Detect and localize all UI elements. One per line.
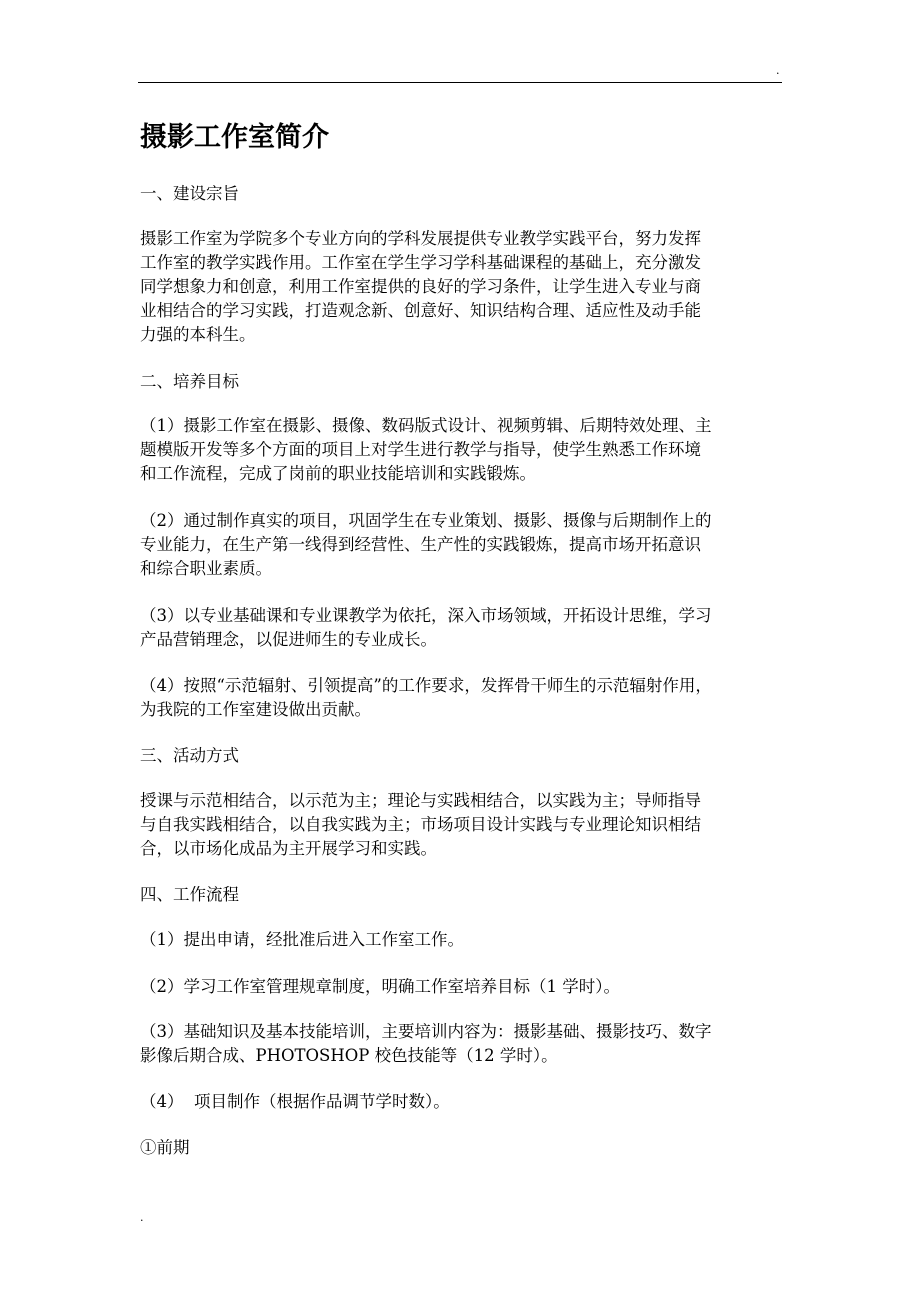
goals-item-4: （4）按照“示范辐射、引领提高”的工作要求，发挥骨干师生的示范辐射作用， 为我院的工作室建设做出贡献。 (140, 676, 712, 719)
section-heading-purpose: 一、建设宗旨 (140, 184, 239, 203)
header-rule (138, 82, 782, 83)
activities-paragraph: 授课与示范相结合，以示范为主；理论与实践相结合，以实践为主；导师指导 与自我实践相结合，以自我实践为主；市场项目设计实践与专业理论知识相结 合，以市场化成品为主开展学习和实践。 (140, 791, 701, 858)
section-heading-goals: 二、培养目标 (140, 372, 239, 391)
header-mark: . (776, 64, 780, 77)
footer-mark: . (140, 1211, 144, 1224)
purpose-paragraph: 摄影工作室为学院多个专业方向的学科发展提供专业教学实践平台，努力发挥 工作室的教学实践作用。工作室在学生学习学科基础课程的基础上，充分激发 同学想象力和创意，利用工作室提供的良好的学习条件，让学生进入专业与商 业相结合的学习实践，打造观念新、创意好、知识结构合理、适应性及动手能 力强的本科生。 (140, 229, 701, 344)
workflow-item-1: （1）提出申请，经批准后进入工作室工作。 (140, 930, 464, 949)
workflow-subheading-pre: ①前期 (140, 1138, 190, 1157)
goals-item-1: （1）摄影工作室在摄影、摄像、数码版式设计、视频剪辑、后期特效处理、主 题模版开发等多个方面的项目上对学生进行教学与指导，使学生熟悉工作环境 和工作流程，完成了岗前的职业技能培训和实践锻炼。 (140, 416, 712, 483)
goals-item-3: （3）以专业基础课和专业课教学为依托，深入市场领域，开拓设计思维，学习 产品营销理念，以促进师生的专业成长。 (140, 606, 712, 649)
goals-item-2: （2）通过制作真实的项目，巩固学生在专业策划、摄影、摄像与后期制作上的 专业能力，在生产第一线得到经营性、生产性的实践锻炼，提高市场开拓意识 和综合职业素质。 (140, 511, 712, 578)
section-heading-activities: 三、活动方式 (140, 746, 239, 765)
workflow-item-3: （3）基础知识及基本技能培训，主要培训内容为：摄影基础、摄影技巧、数字 影像后期合成、PHOTOSHOP 校色技能等（12 学时）。 (140, 1022, 712, 1065)
workflow-item-4: （4） 项目制作（根据作品调节学时数）。 (140, 1092, 450, 1111)
workflow-item-2: （2）学习工作室管理规章制度，明确工作室培养目标（1 学时）。 (140, 977, 620, 996)
section-heading-workflow: 四、工作流程 (140, 885, 239, 904)
document-title: 摄影工作室简介 (140, 122, 329, 153)
